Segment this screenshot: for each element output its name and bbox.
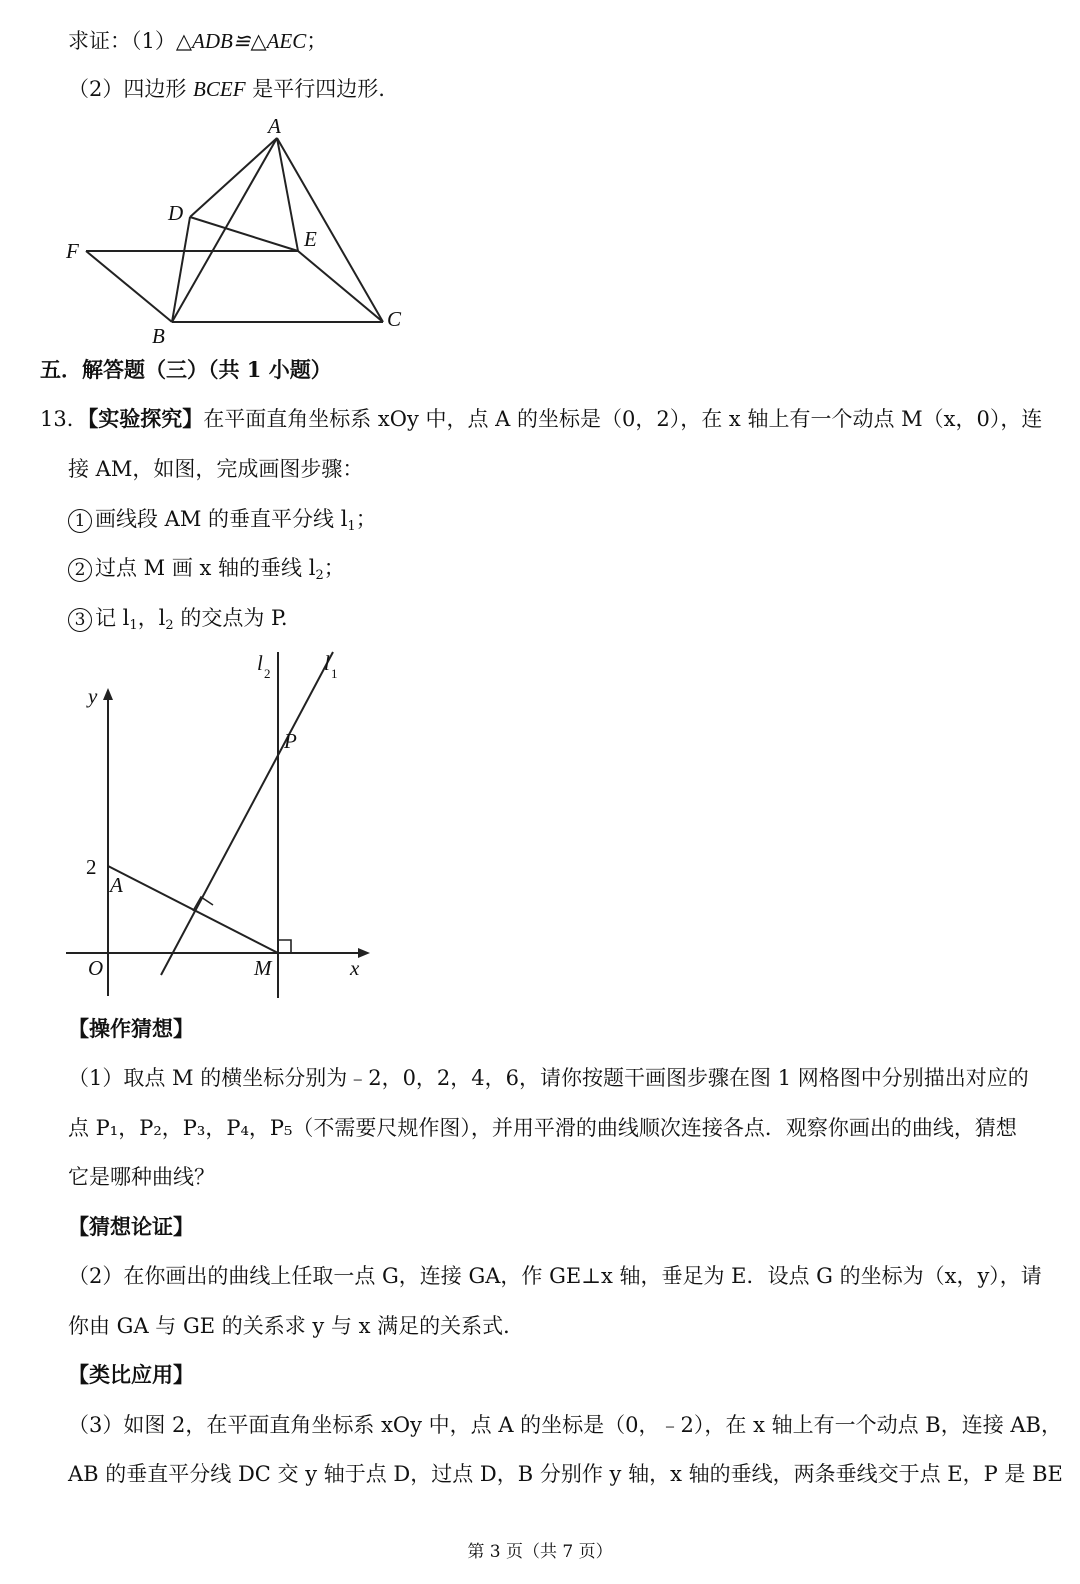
label-l1-sub: 1 <box>331 666 338 681</box>
label-l1: l <box>324 651 330 675</box>
label-C: C <box>387 307 402 331</box>
segment-EC <box>298 251 383 322</box>
label-M: M <box>254 956 272 980</box>
section5-title: 五．解答题（三）（共 1 小题） <box>40 357 332 382</box>
proof-line-1: （2）在你画出的曲线上任取一点 G，连接 GA，作 GE⊥x 轴，垂足为 E．设点 G 的坐标为（x，y），请 <box>68 1264 1042 1288</box>
step-1-text: 画线段 AM 的垂直平分线 l <box>95 507 348 531</box>
q13-intro-line-2: 接 AM，如图，完成画图步骤： <box>68 457 364 481</box>
step-2-text: 过点 M 画 x 轴的垂线 l <box>95 556 316 580</box>
step-3-text: 记 l <box>95 606 130 630</box>
label-B: B <box>152 324 165 348</box>
proof-line-2: 你由 GA 与 GE 的关系求 y 与 x 满足的关系式． <box>68 1314 525 1338</box>
label-y: y <box>88 684 98 708</box>
line-l1 <box>161 652 333 975</box>
right-angle-M-icon <box>278 940 291 953</box>
label-A-coord: A <box>110 873 123 897</box>
q13-tag: 【实验探究】 <box>87 406 204 431</box>
prove-prefix: 求证：（1） <box>68 29 176 53</box>
q13-step-1 <box>68 504 377 542</box>
q13-step-2 <box>68 553 345 591</box>
page-footer: 第 3 页（共 7 页） <box>467 1542 613 1562</box>
label-P: P <box>284 729 297 753</box>
segment-AC <box>277 138 383 322</box>
q13-number: 13． <box>40 407 88 431</box>
step-3-sub2: 2 <box>165 618 174 633</box>
op-line-2: 点 P₁，P₂，P₃，P₄，P₅（不需要尺规作图），并用平滑的曲线顺次连接各点．观察你画出的曲线，猜想 <box>68 1116 1017 1140</box>
step-1-number: 1 <box>68 509 92 533</box>
q13-intro-1: 在平面直角坐标系 xOy 中，点 A 的坐标是（0，2），在 x 轴上有一个动点 M（x，0），连 <box>203 407 1043 431</box>
op-line-1: （1）取点 M 的横坐标分别为﹣2，0，2，4，6，请你按题干画图步骤在图 1 网格图中分别描出对应的 <box>68 1066 1029 1090</box>
label-x: x <box>350 956 360 980</box>
segment-AD <box>190 138 277 217</box>
label-O: O <box>88 956 104 980</box>
step-1-end: ； <box>355 507 377 531</box>
step-1-sub: 1 <box>347 519 356 534</box>
label-2: 2 <box>86 855 97 879</box>
q13-intro-line-1 <box>40 404 1042 434</box>
step-3-end: 的交点为 P. <box>173 606 288 630</box>
op-line-3: 它是哪种曲线？ <box>68 1165 215 1189</box>
op-tag: 【操作猜想】 <box>68 1016 194 1041</box>
step-3-mid: ，l <box>137 606 166 630</box>
label-l2: l <box>257 651 263 675</box>
label-D: D <box>168 201 184 225</box>
label-E: E <box>304 227 317 251</box>
step-2-number: 2 <box>68 558 92 582</box>
step-2-sub: 2 <box>315 568 324 583</box>
label-F: F <box>66 239 79 263</box>
step-2-end: ； <box>323 556 345 580</box>
analog-line-2: AB 的垂直平分线 DC 交 y 轴于点 D，过点 D，B 分别作 y 轴，x 轴的垂线，两条垂线交于点 E，P 是 BE <box>68 1462 1063 1486</box>
step-3-sub: 1 <box>129 618 138 633</box>
proof-tag: 【猜想论证】 <box>68 1214 194 1239</box>
analog-tag: 【类比应用】 <box>68 1362 194 1387</box>
prove1-suffix: ； <box>306 29 328 53</box>
prove2-math: BCEF <box>193 77 246 101</box>
analog-line-1: （3）如图 2，在平面直角坐标系 xOy 中，点 A 的坐标是（0，﹣2），在 x 轴上有一个动点 B，连接 AB， <box>68 1413 1062 1437</box>
x-axis-arrow-icon <box>358 948 370 958</box>
q13-step-3 <box>68 603 288 641</box>
label-l2-sub: 2 <box>264 666 271 681</box>
prove2-prefix: （2）四边形 <box>68 77 194 101</box>
step-3-number: 3 <box>68 608 92 632</box>
y-axis-arrow-icon <box>103 688 113 700</box>
prove1-math: △ADB≌△AEC <box>175 29 307 53</box>
segment-DE <box>190 217 298 251</box>
label-A: A <box>268 114 281 138</box>
prove2-suffix: 是平行四边形. <box>245 77 385 101</box>
segment-FB <box>86 251 172 322</box>
